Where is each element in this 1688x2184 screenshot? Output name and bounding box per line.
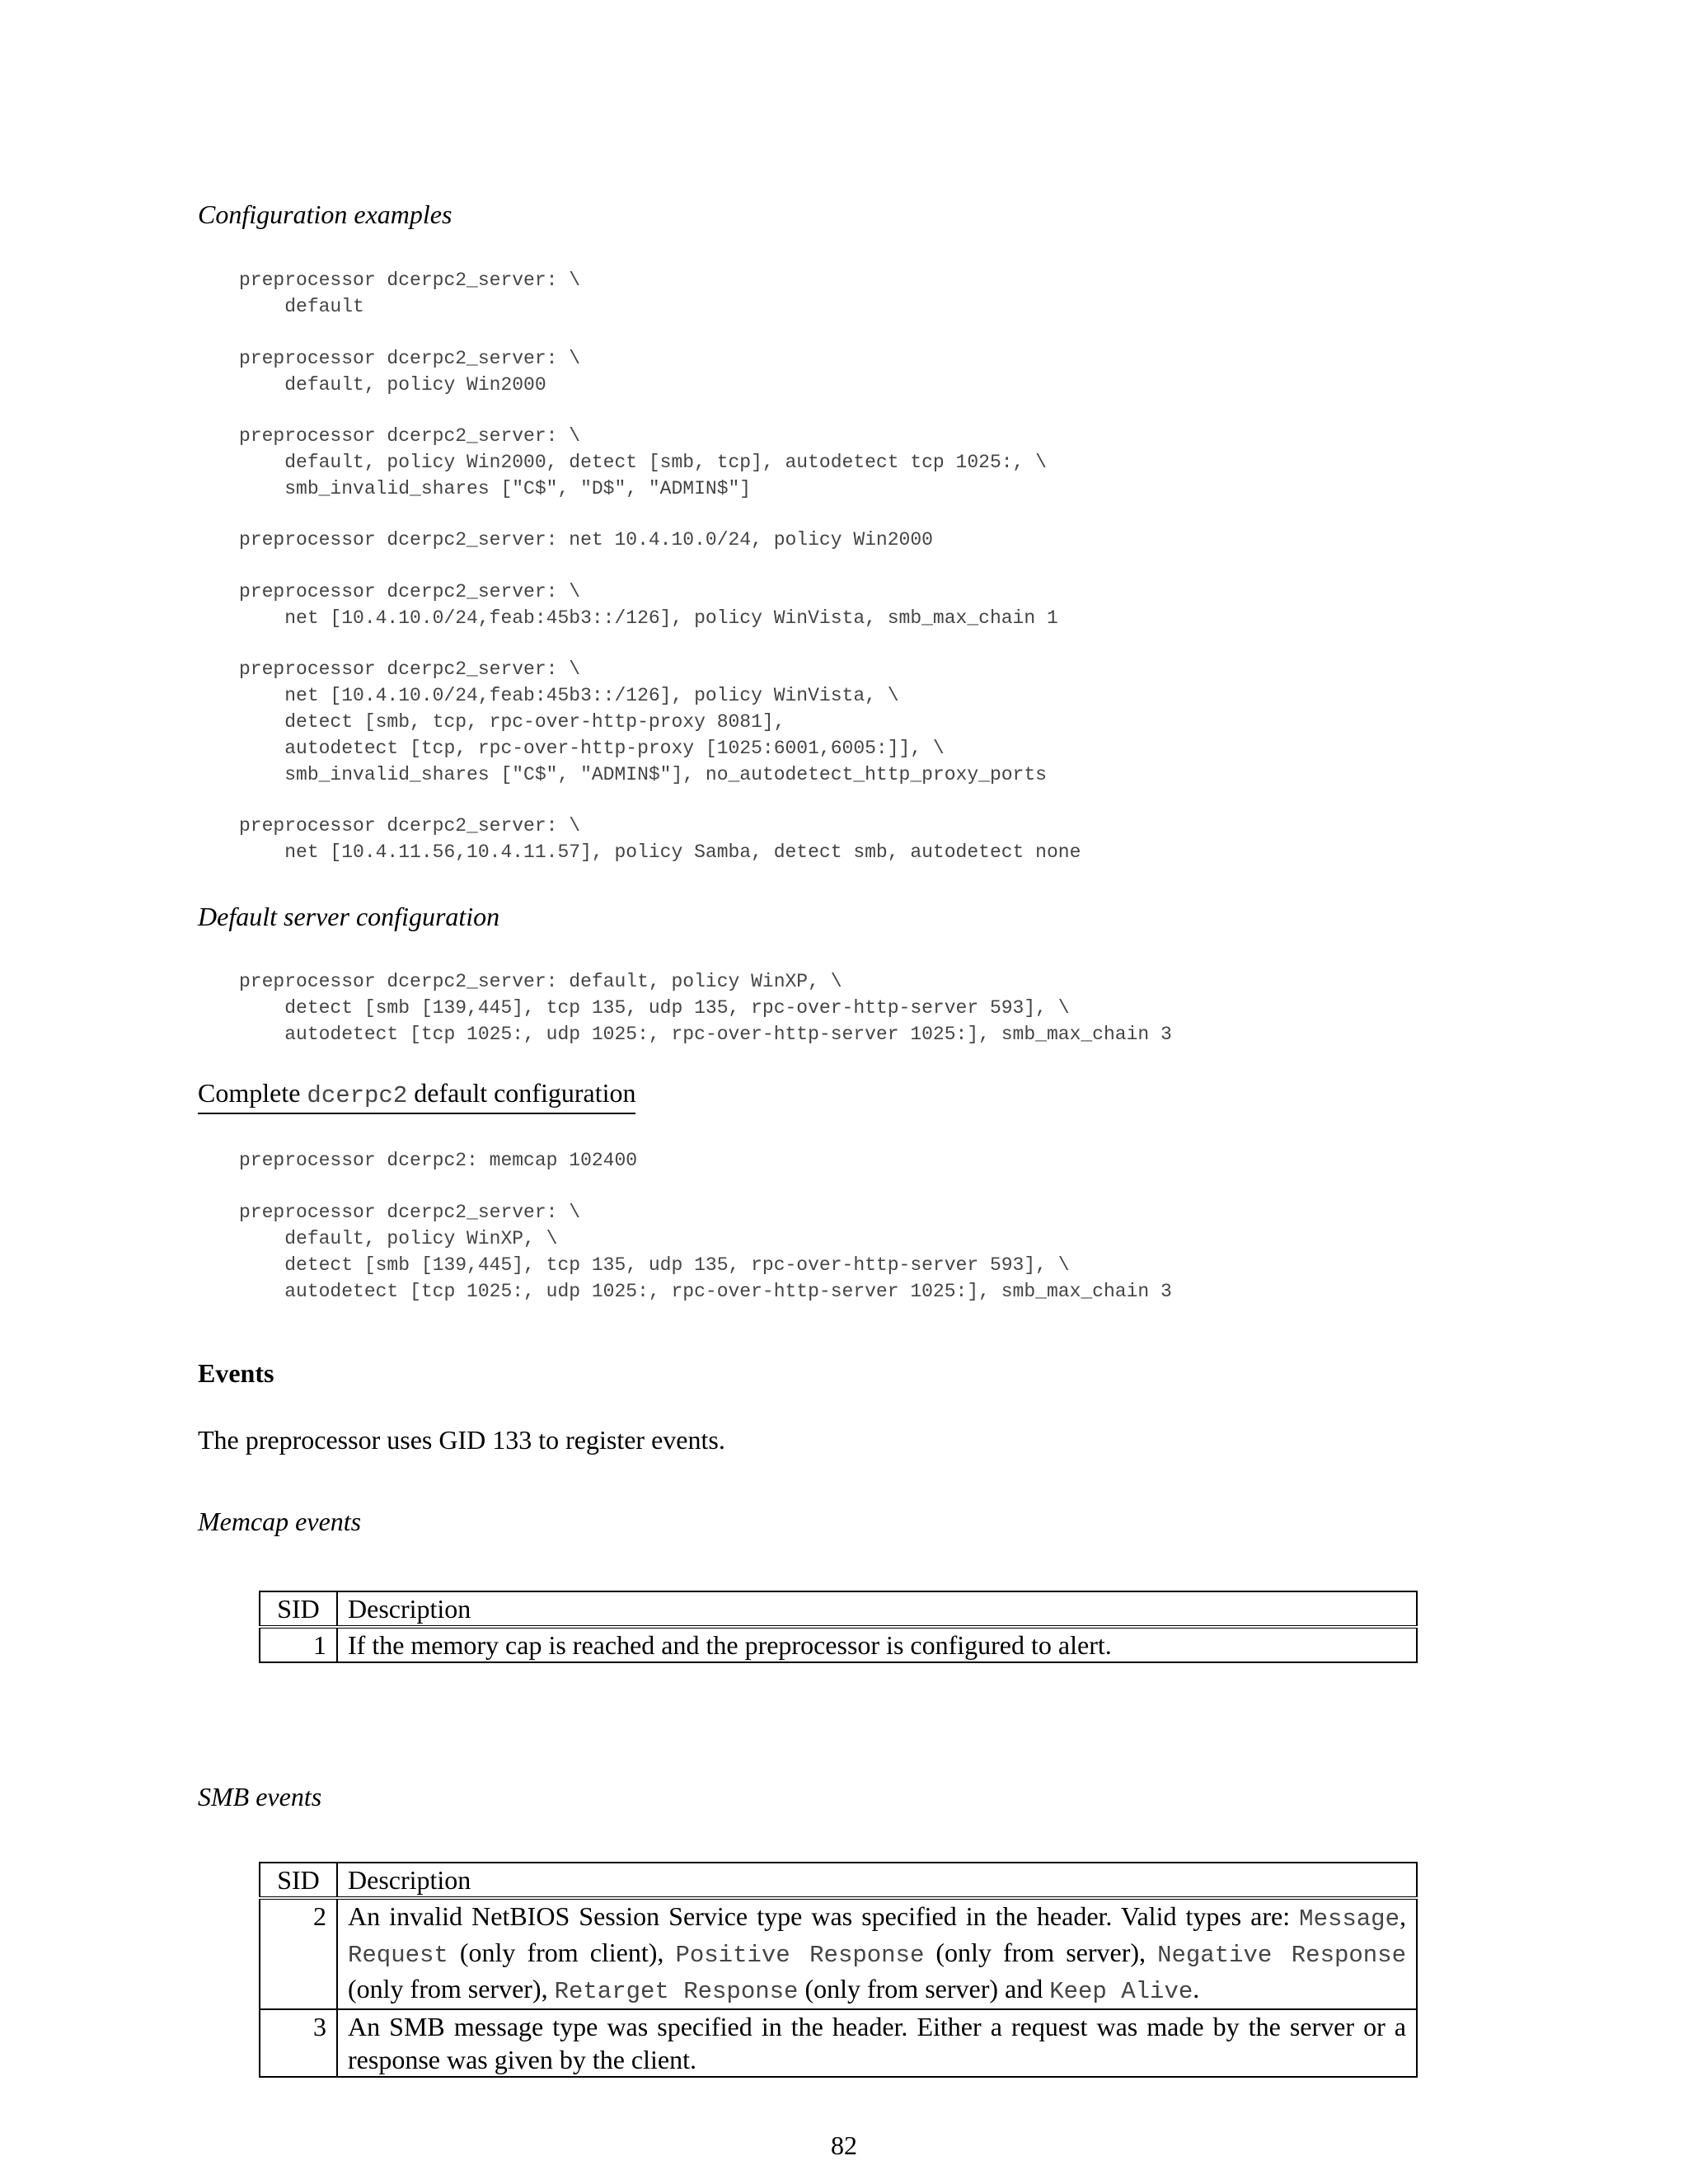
header-sid: SID bbox=[260, 1591, 337, 1627]
table-row bbox=[260, 1627, 1417, 1662]
code-example-7: preprocessor dcerpc2_server: \ net [10.4.11.56,10.4.11.57], policy Samba, detect smb, autodetect none bbox=[239, 815, 1081, 863]
cell-description: If the memory cap is reached and the preprocessor is configured to alert. bbox=[337, 1627, 1417, 1662]
desc-text: (only from server), bbox=[348, 1974, 555, 2004]
desc-text: An invalid NetBIOS Session Service type was specified in the header. Valid types are: bbox=[348, 1901, 1300, 1931]
code-complete-memcap: preprocessor dcerpc2: memcap 102400 bbox=[239, 1150, 638, 1171]
header-description: Description bbox=[337, 1591, 1417, 1627]
desc-text: , bbox=[1400, 1901, 1406, 1931]
desc-mono-retarget-response: Retarget Response bbox=[554, 1978, 799, 2005]
code-example-6: preprocessor dcerpc2_server: \ net [10.4.10.0/24,feab:45b3::/126], policy WinVista, \ detect [smb, tcp, rpc-over-http-proxy 8081], autodetect [tcp, rpc-over-http-proxy [1025:6001,6005:]], \ smb_invalid_shares ["C$", "ADMIN$"], no_autodetect_http_proxy_ports bbox=[239, 658, 1047, 785]
code-example-3: preprocessor dcerpc2_server: \ default, policy Win2000, detect [smb, tcp], autodetect tcp 1025:, \ smb_invalid_shares ["C$", "D$", "ADMIN$"] bbox=[239, 425, 1047, 499]
section-title-default-server-configuration: Default server configuration bbox=[198, 902, 500, 931]
desc-mono-keep-alive: Keep Alive bbox=[1049, 1978, 1193, 2005]
desc-mono-positive-response: Positive Response bbox=[675, 1942, 925, 1969]
code-complete-server: preprocessor dcerpc2_server: \ default, policy WinXP, \ detect [smb [139,445], tcp 135, udp 135, rpc-over-http-server 593], \ autodetect [tcp 1025:, udp 1025:, rpc-over-http-server 1025:], smb_max_chain 3 bbox=[239, 1202, 1172, 1302]
code-default-server: preprocessor dcerpc2_server: default, policy WinXP, \ detect [smb [139,445], tcp 135, udp 135, rpc-over-http-server 593], \ autodetect [tcp 1025:, udp 1025:, rpc-over-http-server 1025:], smb_max_chain 3 bbox=[239, 971, 1172, 1045]
table-row bbox=[260, 1898, 1417, 2009]
cell-sid: 3 bbox=[260, 2009, 337, 2077]
code-example-5: preprocessor dcerpc2_server: \ net [10.4.10.0/24,feab:45b3::/126], policy WinVista, smb_max_chain 1 bbox=[239, 581, 1058, 629]
desc-text: (only from client), bbox=[448, 1938, 676, 1967]
section-title-memcap-events: Memcap events bbox=[198, 1507, 362, 1536]
desc-text: (only from server) and bbox=[798, 1974, 1050, 2004]
memcap-events-table bbox=[259, 1591, 1418, 1663]
header-sid: SID bbox=[260, 1863, 337, 1898]
section-title-smb-events: SMB events bbox=[198, 1782, 322, 1811]
section-title-configuration-examples: Configuration examples bbox=[198, 199, 452, 229]
table-header-row bbox=[260, 1863, 1417, 1898]
desc-text: (only from server), bbox=[924, 1938, 1158, 1967]
cell-description: An SMB message type was specified in the header. Either a request was made by the server or a response was given by the client. bbox=[337, 2009, 1417, 2077]
table-row bbox=[260, 2009, 1417, 2077]
code-example-1: preprocessor dcerpc2_server: \ default bbox=[239, 269, 581, 317]
events-paragraph: The preprocessor uses GID 133 to register events. bbox=[198, 1425, 725, 1455]
code-example-2: preprocessor dcerpc2_server: \ default, policy Win2000 bbox=[239, 348, 581, 396]
complete-title-prefix: Complete bbox=[198, 1078, 307, 1108]
desc-mono-message: Message bbox=[1299, 1905, 1400, 1933]
cell-sid: 1 bbox=[260, 1627, 337, 1662]
smb-events-table bbox=[259, 1862, 1418, 2078]
section-title-complete-default-configuration bbox=[198, 1076, 635, 1114]
section-title-events: Events bbox=[198, 1358, 274, 1388]
code-example-4: preprocessor dcerpc2_server: net 10.4.10.0/24, policy Win2000 bbox=[239, 529, 933, 551]
desc-mono-negative-response: Negative Response bbox=[1157, 1942, 1406, 1969]
complete-title-suffix: default configuration bbox=[407, 1078, 636, 1108]
desc-mono-request: Request bbox=[348, 1942, 448, 1969]
complete-title-mono: dcerpc2 bbox=[307, 1082, 408, 1109]
cell-description bbox=[337, 1898, 1417, 2009]
header-description: Description bbox=[337, 1863, 1417, 1898]
table-header-row bbox=[260, 1591, 1417, 1627]
page-number: 82 bbox=[831, 2130, 857, 2160]
cell-sid: 2 bbox=[260, 1898, 337, 2009]
desc-text: . bbox=[1193, 1974, 1200, 2004]
